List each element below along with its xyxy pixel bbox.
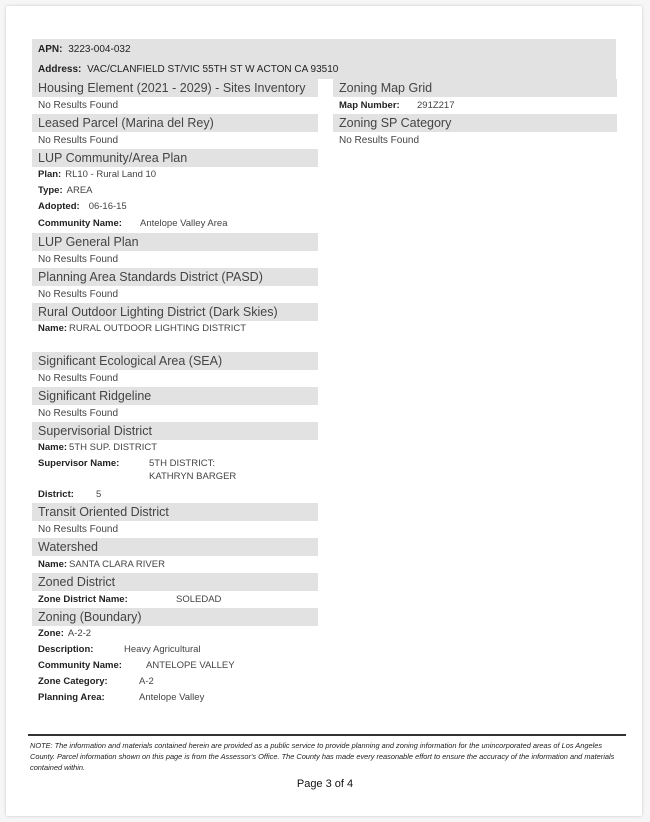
ridgeline-result: No Results Found <box>38 408 119 419</box>
section-housing-element: Housing Element (2021 - 2029) - Sites Inventory <box>32 79 318 97</box>
supervisorial-name-value: 5TH SUP. DISTRICT <box>69 442 158 453</box>
section-tod: Transit Oriented District <box>32 503 318 521</box>
community-label: Community Name: <box>38 218 122 229</box>
tod-result: No Results Found <box>38 524 119 535</box>
zoning-community-row <box>32 658 318 674</box>
community-value: Antelope Valley Area <box>140 218 228 229</box>
supervisorial-name-label: Name: <box>38 442 68 453</box>
type-label: Type: <box>38 185 63 196</box>
section-sea: Significant Ecological Area (SEA) <box>32 352 318 370</box>
address-value: VAC/CLANFIELD ST/VIC 55TH ST W ACTON CA 93510 <box>87 64 339 75</box>
planning-area-label: Planning Area: <box>38 692 105 703</box>
section-lup-general: LUP General Plan <box>32 233 318 251</box>
lup-community-row <box>32 215 318 233</box>
lup-adopted-row <box>32 199 318 215</box>
zone-category-row <box>32 674 318 690</box>
type-value: AREA <box>66 185 93 196</box>
zone-district-row <box>32 591 318 608</box>
map-number-row <box>333 97 617 114</box>
planning-area-value: Antelope Valley <box>139 692 205 703</box>
section-supervisorial: Supervisorial District <box>32 422 318 440</box>
housing-result: No Results Found <box>38 100 119 111</box>
address-label: Address: <box>38 64 82 75</box>
supervisor-value-2: KATHRYN BARGER <box>149 471 237 482</box>
section-pasd: Planning Area Standards District (PASD) <box>32 268 318 286</box>
sea-result: No Results Found <box>38 373 119 384</box>
supervisorial-name-row <box>32 440 318 456</box>
adopted-value: 06-16-15 <box>88 201 127 212</box>
zone-district-value: SOLEDAD <box>176 594 222 605</box>
plan-value: RL10 - Rural Land 10 <box>65 169 157 180</box>
dark-skies-name-row <box>32 321 318 337</box>
plan-label: Plan: <box>38 169 62 180</box>
district-value: 5 <box>96 489 102 500</box>
zone-row <box>32 626 318 642</box>
section-ridgeline: Significant Ridgeline <box>32 387 318 405</box>
right-column <box>333 79 617 149</box>
section-zoning-sp-category: Zoning SP Category <box>333 114 617 132</box>
dark-skies-name-label: Name: <box>38 323 68 334</box>
supervisor-label: Supervisor Name: <box>38 458 120 469</box>
description-label: Description: <box>38 644 94 655</box>
description-row <box>32 642 318 658</box>
page-number: Page 3 of 4 <box>296 778 354 790</box>
lup-plan-row <box>32 167 318 183</box>
lup-general-result: No Results Found <box>38 254 119 265</box>
apn-value: 3223-004-032 <box>68 44 131 55</box>
district-label: District: <box>38 489 74 500</box>
zone-category-label: Zone Category: <box>38 676 108 687</box>
section-zoning-map-grid: Zoning Map Grid <box>333 79 617 97</box>
planning-area-row <box>32 690 318 706</box>
leased-result: No Results Found <box>38 135 119 146</box>
section-zoning-boundary: Zoning (Boundary) <box>32 608 318 626</box>
zone-label: Zone: <box>38 628 64 639</box>
address-row <box>32 60 616 79</box>
sp-category-result: No Results Found <box>339 135 420 146</box>
footer-divider <box>28 734 626 736</box>
supervisor-value-1: 5TH DISTRICT: <box>149 458 215 469</box>
dark-skies-name-value: RURAL OUTDOOR LIGHTING DISTRICT <box>69 323 247 334</box>
zoning-community-label: Community Name: <box>38 660 122 671</box>
apn-label: APN: <box>38 44 63 55</box>
watershed-name-label: Name: <box>38 559 68 570</box>
map-number-value: 291Z217 <box>417 100 455 111</box>
zone-value: A-2-2 <box>67 628 92 639</box>
pasd-result: No Results Found <box>38 289 119 300</box>
watershed-name-row <box>32 556 318 573</box>
supervisor-row <box>32 456 318 487</box>
map-number-label: Map Number: <box>339 100 400 111</box>
footer-note: NOTE: The information and materials contained herein are provided as a public service to provide planning and zoning information for the unincorporated areas of Los Angeles County. Parcel information shown on this page is from the Assessor's Office. The County has made every reasonable effort to ensure the accuracy of the information and materials contained within. <box>30 741 615 772</box>
section-watershed: Watershed <box>32 538 318 556</box>
lup-type-row <box>32 183 318 199</box>
section-zoned-district: Zoned District <box>32 573 318 591</box>
district-row <box>32 487 318 503</box>
section-dark-skies: Rural Outdoor Lighting District (Dark Skies) <box>32 303 318 321</box>
zoning-community-value: ANTELOPE VALLEY <box>146 660 235 671</box>
left-column <box>32 79 318 706</box>
section-leased-parcel: Leased Parcel (Marina del Rey) <box>32 114 318 132</box>
zone-district-label: Zone District Name: <box>38 594 128 605</box>
watershed-name-value: SANTA CLARA RIVER <box>69 559 165 570</box>
description-value: Heavy Agricultural <box>124 644 201 655</box>
adopted-label: Adopted: <box>38 201 80 212</box>
zone-category-value: A-2 <box>139 676 154 687</box>
section-lup-community: LUP Community/Area Plan <box>32 149 318 167</box>
apn-row <box>32 39 616 60</box>
